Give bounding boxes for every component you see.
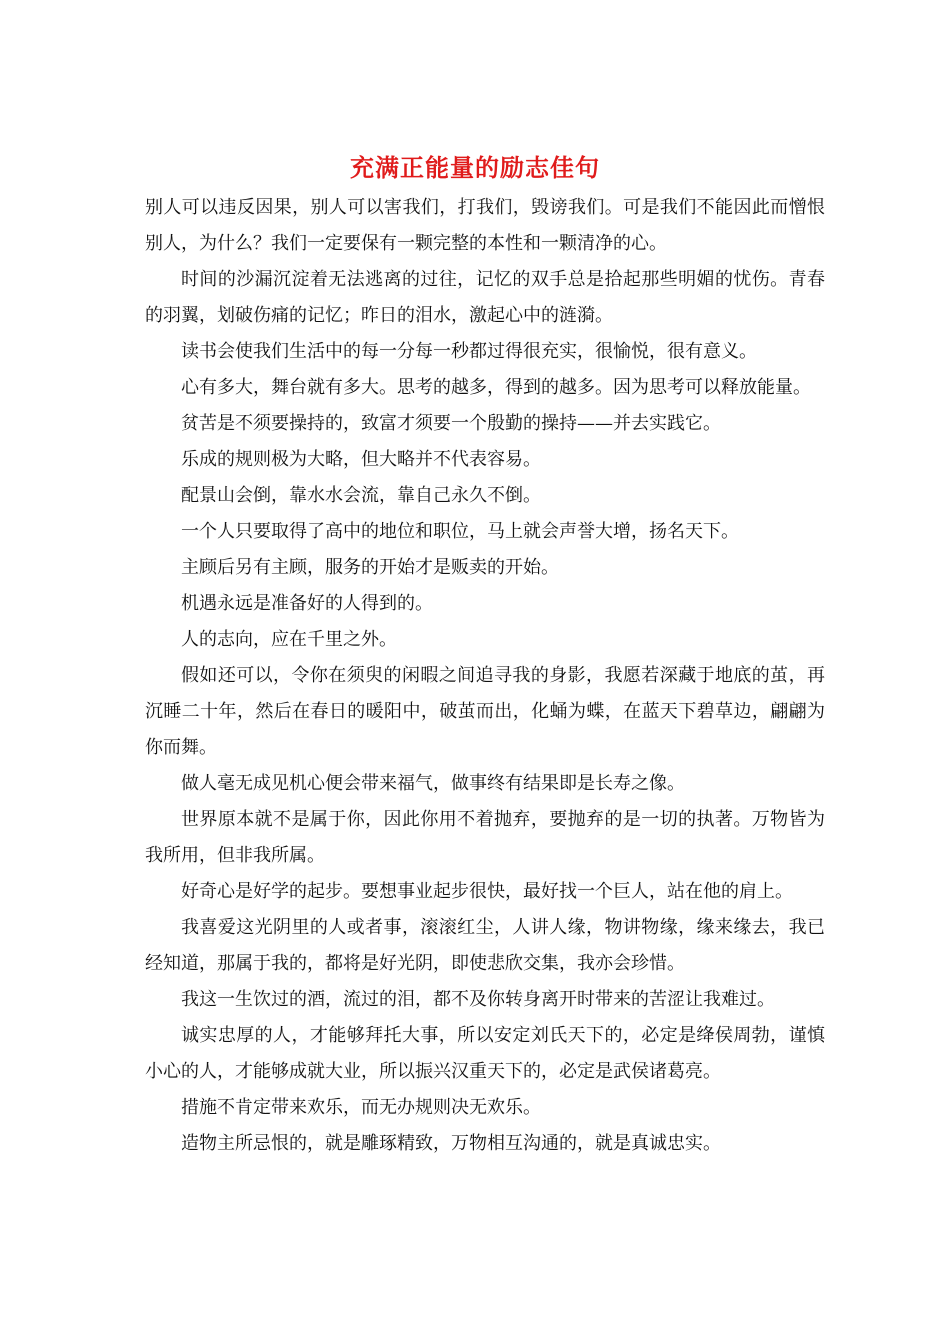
paragraph: 好奇心是好学的起步。要想事业起步很快，最好找一个巨人，站在他的肩上。 [181, 881, 793, 902]
paragraph: 世界原本就不是属于你，因此你用不着抛弃，要抛弃的是一切的执著。万物皆为我所用，但非我所属。 [145, 809, 825, 866]
paragraph: 配景山会倒，靠水水会流，靠自己永久不倒。 [181, 485, 541, 506]
paragraph: 做人毫无成见机心便会带来福气，做事终有结果即是长寿之像。 [181, 773, 685, 794]
paragraph: 一个人只要取得了高中的地位和职位，马上就会声誉大增，扬名天下。 [181, 521, 739, 542]
paragraph: 我这一生饮过的酒，流过的泪，都不及你转身离开时带来的苦涩让我难过。 [181, 989, 775, 1010]
paragraph: 假如还可以，令你在须臾的闲暇之间追寻我的身影，我愿若深藏于地底的茧，再沉睡二十年，然后在春日的暖阳中，破茧而出，化蛹为蝶，在蓝天下碧草边，翩翩为你而舞。 [145, 665, 825, 758]
paragraph: 别人可以违反因果，别人可以害我们，打我们，毁谤我们。可是我们不能因此而憎恨别人，为什么？我们一定要保有一颗完整的本性和一颗清净的心。 [145, 197, 825, 254]
paragraph: 贫苦是不须要操持的，致富才须要一个殷勤的操持——并去实践它。 [181, 413, 721, 434]
paragraph: 我喜爱这光阴里的人或者事，滚滚红尘，人讲人缘，物讲物缘，缘来缘去，我已经知道，那属于我的，都将是好光阴，即使悲欣交集，我亦会珍惜。 [145, 917, 825, 974]
paragraph: 时间的沙漏沉淀着无法逃离的过往，记忆的双手总是拾起那些明媚的忧伤。青春的羽翼，划破伤痛的记忆；昨日的泪水，激起心中的涟漪。 [145, 269, 825, 326]
paragraph: 主顾后另有主顾，服务的开始才是贩卖的开始。 [181, 557, 559, 578]
paragraph: 造物主所忌恨的，就是雕琢精致，万物相互沟通的，就是真诚忠实。 [181, 1133, 721, 1154]
paragraph: 诚实忠厚的人，才能够拜托大事，所以安定刘氏天下的，必定是绛侯周勃，谨慎小心的人，才能够成就大业，所以振兴汉重天下的，必定是武侯诸葛亮。 [145, 1025, 825, 1082]
paragraph: 人的志向，应在千里之外。 [181, 629, 397, 650]
paragraph: 读书会使我们生活中的每一分每一秒都过得很充实，很愉悦，很有意义。 [181, 341, 757, 362]
document-body [145, 190, 825, 1162]
paragraph: 机遇永远是准备好的人得到的。 [181, 593, 433, 614]
paragraph: 乐成的规则极为大略，但大略并不代表容易。 [181, 449, 541, 470]
paragraph: 心有多大，舞台就有多大。思考的越多，得到的越多。因为思考可以释放能量。 [181, 377, 811, 398]
paragraph: 措施不肯定带来欢乐，而无办规则决无欢乐。 [181, 1097, 541, 1118]
document-title: 充满正能量的励志佳句 [350, 153, 600, 182]
